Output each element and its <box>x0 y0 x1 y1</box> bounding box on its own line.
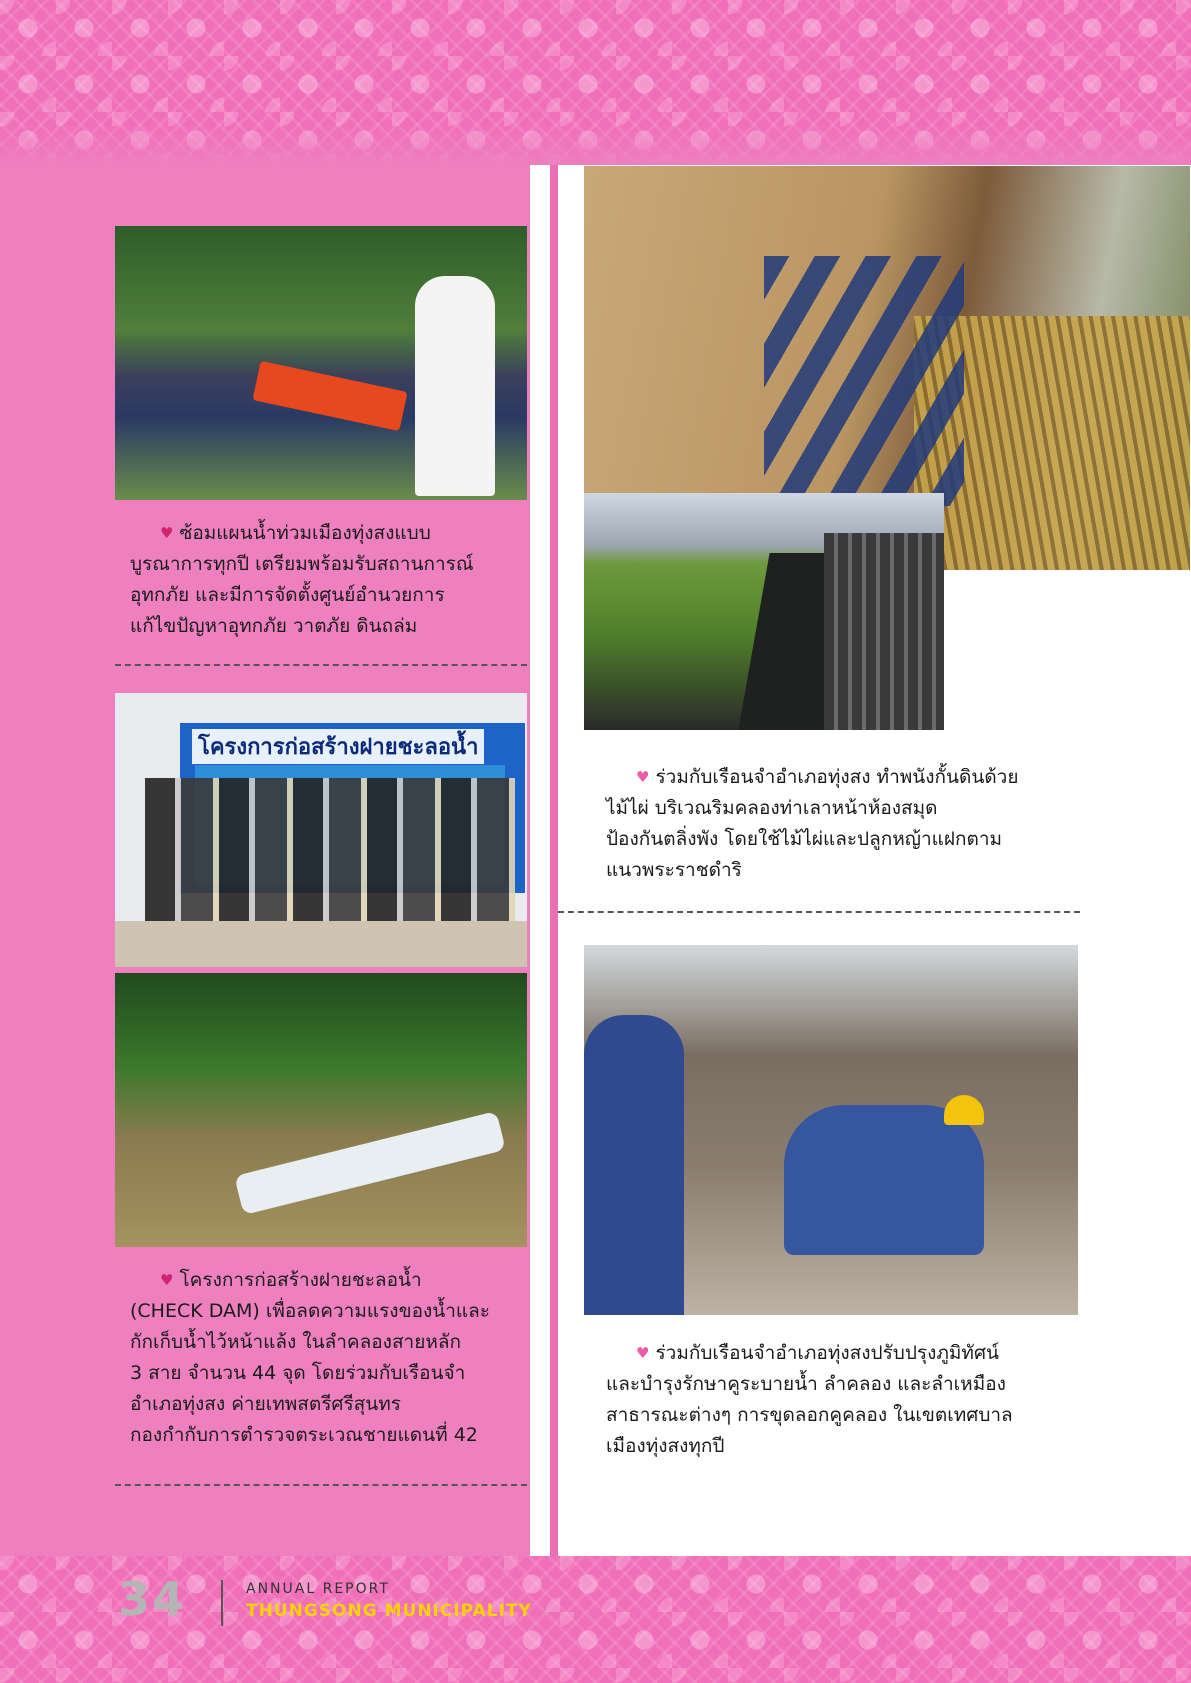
footer-separator <box>221 1580 223 1626</box>
heart-icon: ♥ <box>160 1271 174 1289</box>
footer-municipality: THUNGSONG MUNICIPALITY <box>246 1601 532 1621</box>
flood-drill-photo <box>115 226 527 500</box>
bamboo-wall-caption: ♥ ร่วมกับเรือนจำอำเภอทุ่งสง ทำพนังกั้นดินด้วย ไม้ไผ่ บริเวณริมคลองท่าเลาหน้าห้องสมุด ป้องกันตลิ่งพัง โดยใช้ไม้ไผ่และปลูกหญ้าแฝกตาม แนวพระราชดำริ <box>606 762 1054 886</box>
dashed-divider <box>558 911 1080 913</box>
worker-figure <box>784 1105 984 1255</box>
stretcher <box>252 361 407 431</box>
check-dam-caption: ♥ โครงการก่อสร้างฝายชะลอน้ำ (CHECK DAM) เพื่อลดความแรงของน้ำและ กักเก็บน้ำไว้หน้าแล้ง ในลำคลองสายหลัก 3 สาย จำนวน 44 จุด โดยร่วมกับเรือนจำ อำเภอทุ่งสง ค่ายเทพสตรีศรีสุนทร กองกำกับการตำรวจตระเวณชายแดนที่ 42 <box>130 1265 508 1451</box>
column-divider-white <box>530 165 550 1556</box>
officials-group <box>145 778 515 923</box>
landscape-caption: ♥ ร่วมกับเรือนจำอำเภอทุ่งสงปรับปรุงภูมิทัศน์ และบำรุงรักษาคูระบายน้ำ ลำคลอง และลำเหมือง สาธารณะต่างๆ การขุดลอกคูคลอง ในเขตเทศบาล เมืองทุ่งสงทุกปี <box>606 1338 1054 1462</box>
column-divider-pink <box>550 165 558 1556</box>
check-dam-construction-photo <box>115 973 527 1247</box>
banner-title: โครงการก่อสร้างฝายชะลอน้ำ <box>192 729 484 764</box>
canal-wall <box>824 533 944 730</box>
heart-icon: ♥ <box>636 1344 650 1362</box>
top-pattern-band <box>0 0 1191 165</box>
heart-icon: ♥ <box>160 524 174 542</box>
nurse-figure <box>415 276 495 496</box>
floor <box>115 921 527 967</box>
flood-drill-caption: ♥ ซ้อมแผนน้ำท่วมเมืองทุ่งสงแบบ บูรณาการทุกปี เตรียมพร้อมรับสถานการณ์ อุทกภัย และมีการจัดตั้งศูนย์อำนวยการ แก้ไขปัญหาอุทกภัย วาตภัย ดินถล่ม <box>130 518 508 642</box>
dashed-divider <box>115 1484 527 1486</box>
sandbag-dam <box>234 1111 506 1215</box>
drain-cleaning-photo <box>584 945 1078 1315</box>
heart-icon: ♥ <box>636 768 650 786</box>
canal-photo <box>584 493 944 730</box>
check-dam-ceremony-photo <box>115 693 527 967</box>
page-number: 34 <box>118 1572 187 1626</box>
footer-annual-report: ANNUAL REPORT <box>246 1581 390 1597</box>
workers-group <box>764 256 964 506</box>
hard-hat <box>944 1095 984 1125</box>
worker-figure <box>584 1015 684 1315</box>
dashed-divider <box>115 664 527 666</box>
